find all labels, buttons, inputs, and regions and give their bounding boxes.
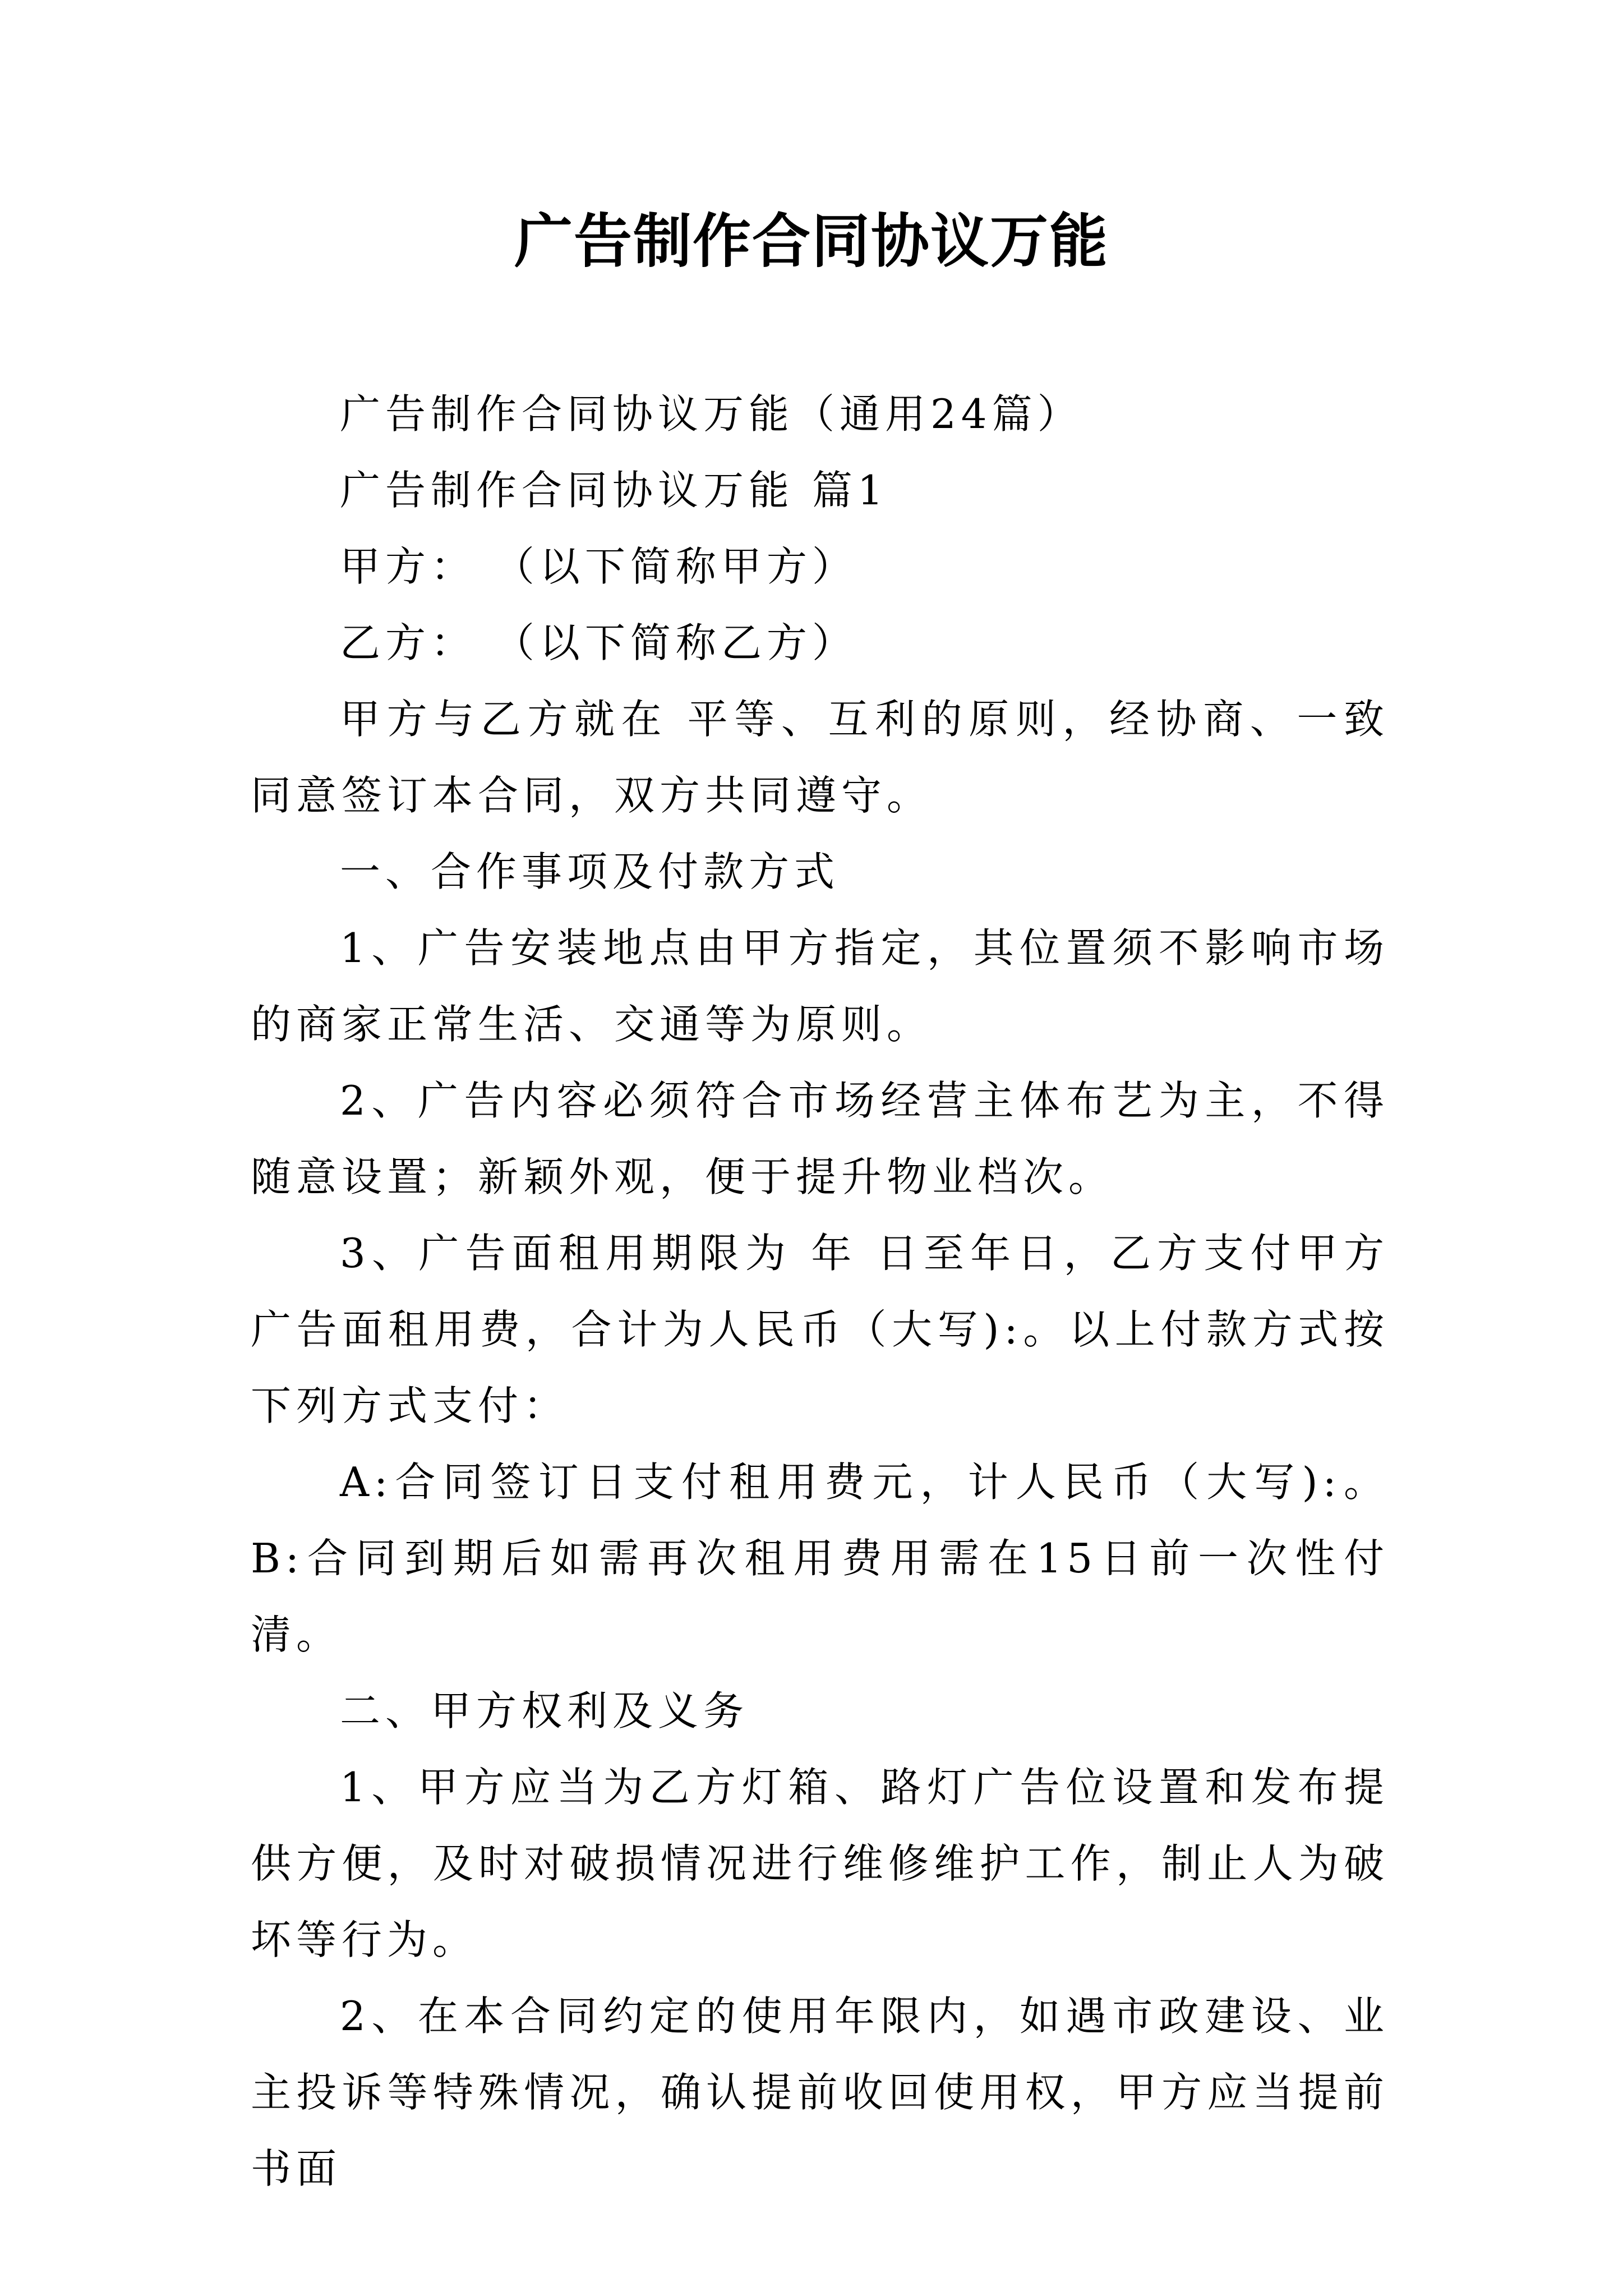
document-body bbox=[251, 376, 1389, 2207]
paragraph-agreement: 甲方与乙方就在 平等、互利的原则，经协商、一致同意签订本合同，双方共同遵守。 bbox=[251, 696, 1389, 819]
document-title: 广告制作合同协议万能 bbox=[514, 206, 1109, 275]
paragraph-rights-2: 2、在本合同约定的使用年限内，如遇市政建设、业主投诉等特殊情况，确认提前收回使用权，甲方应当提前书面 bbox=[251, 1993, 1389, 2192]
paragraph-rights-1: 1、甲方应当为乙方灯箱、路灯广告位设置和发布提供方便，及时对破损情况进行维修维护工作，制止人为破坏等行为。 bbox=[251, 1764, 1389, 1963]
paragraph-payment: A:合同签订日支付租用费元，计人民币（大写):。B:合同到期后如需再次租用费用需在15日前一次性付清。 bbox=[251, 1458, 1389, 1658]
paragraph-party-b: 乙方： （以下简称乙方） bbox=[340, 619, 857, 666]
paragraph-clause-1: 1、广告安装地点由甲方指定，其位置须不影响市场的商家正常生活、交通等为原则。 bbox=[251, 924, 1389, 1048]
paragraph-subtitle: 广告制作合同协议万能（通用24篇） bbox=[340, 390, 1083, 438]
paragraph-section-heading: 广告制作合同协议万能 篇1 bbox=[340, 467, 888, 514]
paragraph-clause-2: 2、广告内容必须符合市场经营主体布艺为主，不得随意设置；新颖外观，便于提升物业档次。 bbox=[251, 1077, 1389, 1200]
paragraph-clause-3: 3、广告面租用期限为 年 日至年日，乙方支付甲方广告面租用费，合计为人民币（大写):。以上付款方式按下列方式支付： bbox=[251, 1230, 1389, 1429]
paragraph-heading-cooperation: 一、合作事项及付款方式 bbox=[340, 848, 840, 895]
paragraph-party-a: 甲方： （以下简称甲方） bbox=[340, 543, 857, 590]
paragraph-heading-party-a-rights: 二、甲方权利及义务 bbox=[340, 1687, 749, 1734]
